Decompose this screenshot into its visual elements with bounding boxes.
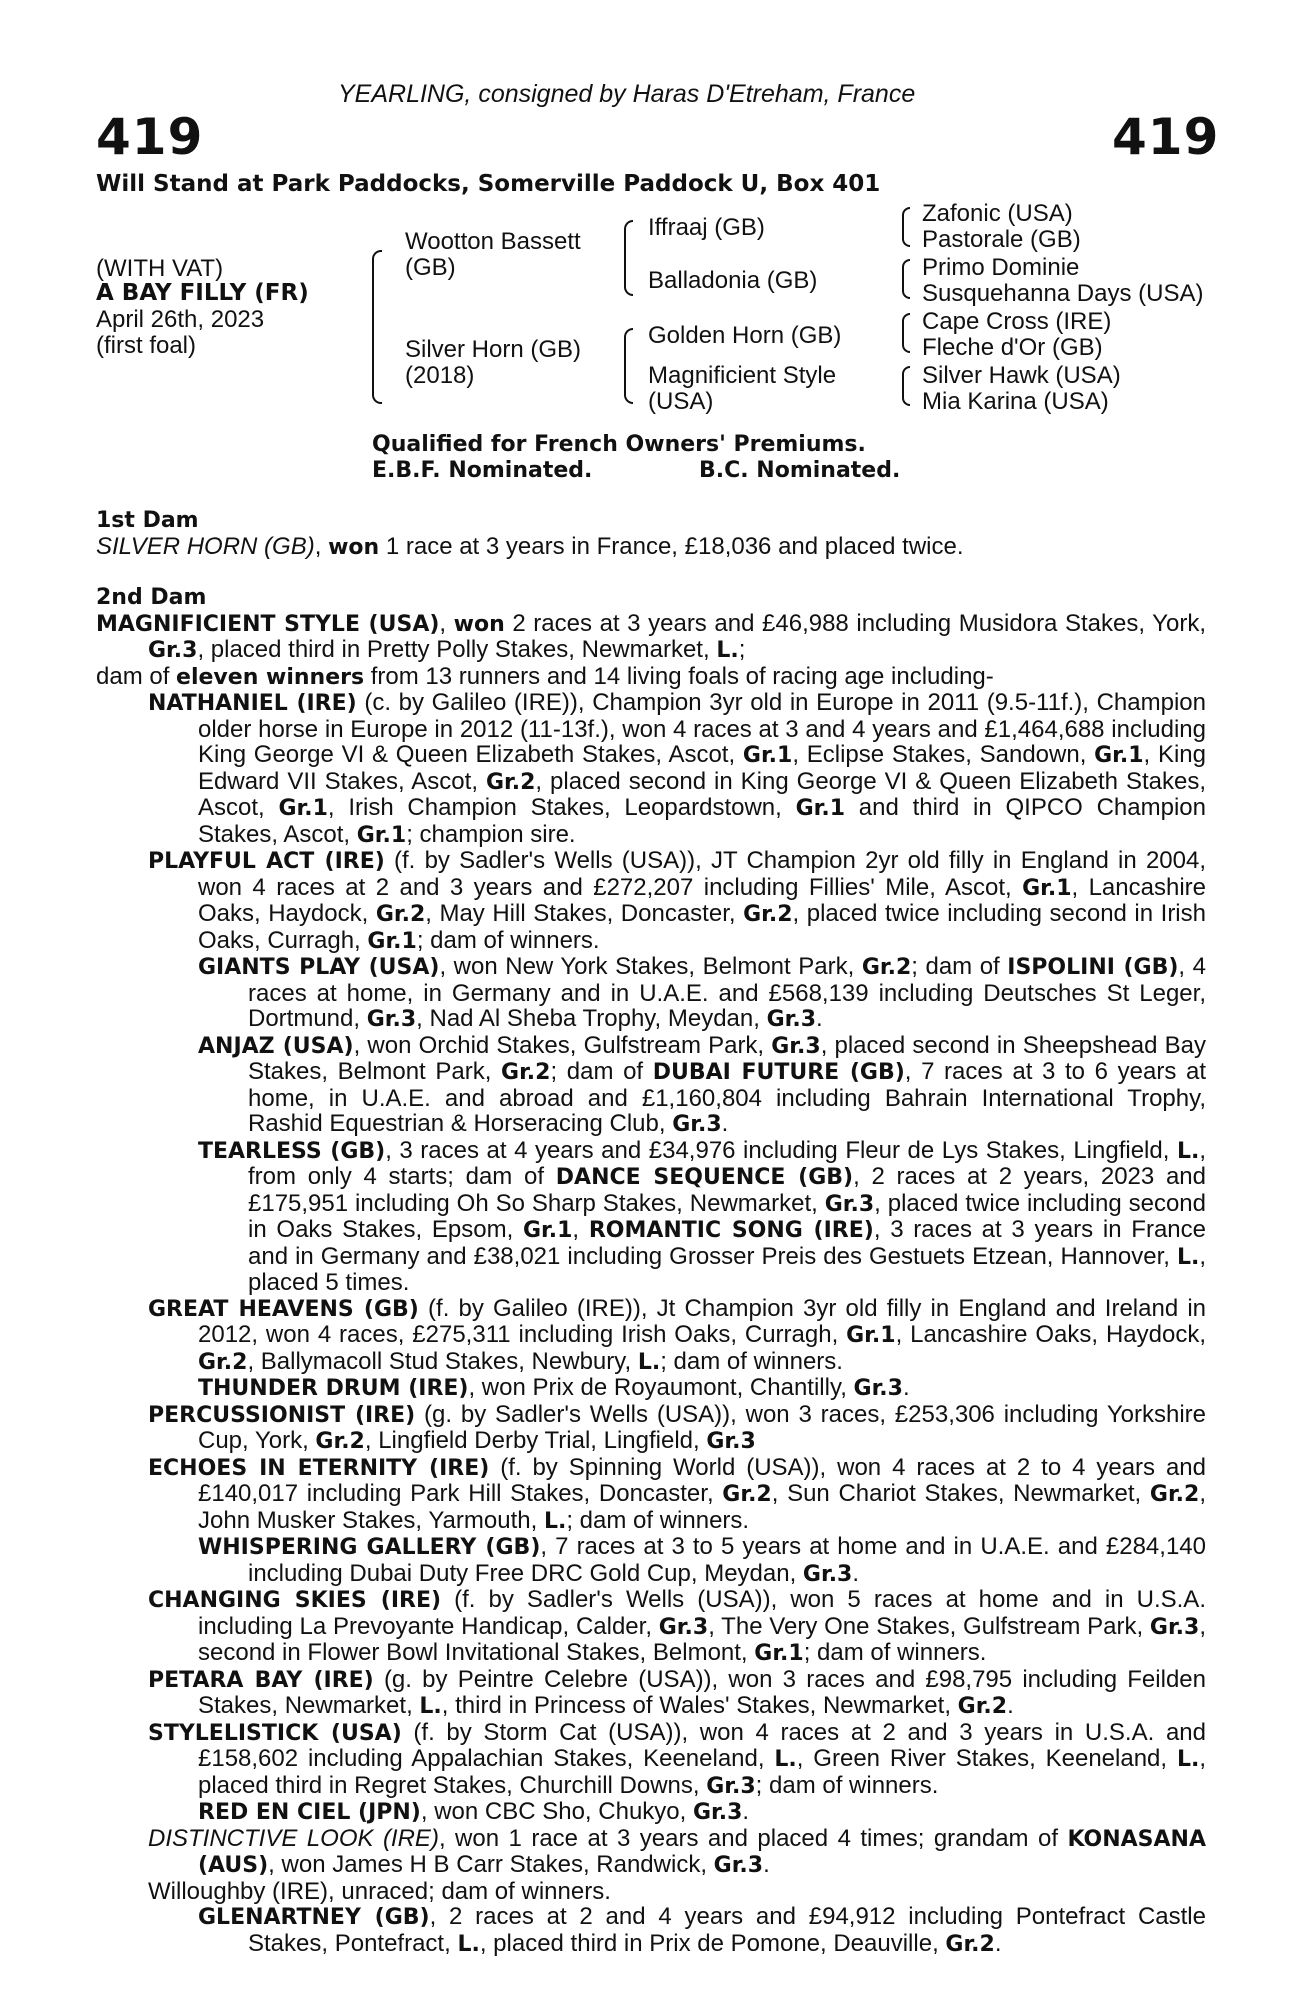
giants-play-grade-3: Gr.3 xyxy=(766,1007,817,1032)
pedigree-brace-dd xyxy=(902,366,910,406)
playful-act-grade-1: Gr.1 xyxy=(1022,875,1072,901)
entry-playful-act xyxy=(148,848,1206,954)
stylelistick-text-4: ; dam of winners. xyxy=(755,1771,939,1799)
glenartney-text-1: , 2 races at 2 and 4 years and £94,912 including Pontefract Castle Stakes, Pontefract, xyxy=(248,1903,1206,1957)
entry-changing-skies xyxy=(148,1587,1206,1667)
anjaz-text-4: , 7 races at 3 to 6 years at home, in U.A.E. and abroad and £1,160,804 including Bahrain International Trophy, Rashid Equestrian & Horseracing Club, xyxy=(248,1058,1206,1137)
echoes-text-1: (f. by Spinning World (USA)), won 4 races at 2 to 4 years and £140,017 including Park Hill Stakes, Doncaster, xyxy=(198,1453,1206,1507)
horse-dubai-future: DUBAI FUTURE (GB) xyxy=(652,1060,905,1085)
petara-listed-1: L. xyxy=(419,1694,442,1719)
pedigree-ssd: Pastorale (GB) xyxy=(922,226,1081,253)
nathaniel-grade-2: Gr.1 xyxy=(1094,743,1144,768)
horse-thunder-drum: THUNDER DRUM (IRE) xyxy=(198,1376,469,1401)
percussionist-grade-1: Gr.2 xyxy=(315,1429,365,1454)
distinctive-text-2: , won James H B Carr Stakes, Randwick, xyxy=(268,1851,714,1878)
petara-grade-1: Gr.2 xyxy=(957,1694,1008,1719)
pedigree-dam-year: (2018) xyxy=(405,362,475,389)
second-dam-listed-1: L. xyxy=(716,638,739,663)
summary-text-b: from 13 runners and 14 living foals of racing age including- xyxy=(364,662,994,690)
glenartney-text-3: . xyxy=(994,1929,1002,1957)
changing-text-2: , The Very One Stakes, Gulfstream Park, xyxy=(708,1612,1150,1640)
anjaz-grade-2: Gr.2 xyxy=(501,1060,551,1085)
second-dam-name: MAGNIFICIENT STYLE (USA) xyxy=(96,611,440,637)
whispering-grade-1: Gr.3 xyxy=(802,1561,853,1587)
entry-glenartney xyxy=(198,1904,1206,1957)
horse-dob: April 26th, 2023 xyxy=(96,306,265,333)
entry-red-en-ciel xyxy=(198,1799,1206,1826)
pedigree-brace-ds xyxy=(902,313,910,353)
anjaz-text-3: ; dam of xyxy=(550,1058,653,1085)
changing-grade-1: Gr.3 xyxy=(658,1614,709,1640)
nathaniel-text-2: , Eclipse Stakes, Sandown, xyxy=(792,741,1095,768)
nathaniel-grade-5: Gr.1 xyxy=(795,796,846,821)
summary-winners: eleven winners xyxy=(176,664,365,690)
changing-grade-2: Gr.3 xyxy=(1149,1614,1200,1640)
pedigree-dsd: Fleche d'Or (GB) xyxy=(922,334,1103,361)
tearless-text-7: , placed 5 times. xyxy=(248,1242,1206,1296)
first-dam-entry: SILVER HORN (GB), won 1 race at 3 years in France, £18,036 and placed twice. xyxy=(96,532,964,560)
stylelistick-listed-2: L. xyxy=(1176,1747,1200,1772)
giants-play-text-5: . xyxy=(816,1005,823,1032)
petara-text-3: . xyxy=(1007,1692,1014,1719)
nathaniel-grade-4: Gr.1 xyxy=(278,796,328,821)
lot-number-right: 419 xyxy=(1112,108,1220,166)
pedigree-sds: Primo Dominie xyxy=(922,254,1080,281)
second-dam-produce-summary xyxy=(96,664,1206,691)
red-en-ciel-text-1: , won CBC Sho, Chukyo, xyxy=(420,1798,693,1825)
entry-thunder-drum xyxy=(198,1375,1206,1402)
entry-percussionist xyxy=(148,1402,1206,1455)
pedigree-ddd: Mia Karina (USA) xyxy=(922,388,1109,415)
playful-act-grade-4: Gr.1 xyxy=(367,928,417,954)
horse-giants-play: GIANTS PLAY (USA) xyxy=(198,955,440,980)
anjaz-text-1: , won Orchid Stakes, Gulfstream Park, xyxy=(353,1031,772,1059)
entry-great-heavens xyxy=(148,1296,1206,1376)
playful-act-text-4: , placed twice including second in Irish Oaks, Curragh, xyxy=(198,900,1206,954)
echoes-text-4: ; dam of winners. xyxy=(566,1506,750,1534)
horse-echoes-in-eternity: ECHOES IN ETERNITY (IRE) xyxy=(148,1455,490,1481)
thunder-drum-text-1: , won Prix de Royaumont, Chantilly, xyxy=(468,1374,854,1401)
echoes-listed-1: L. xyxy=(543,1508,567,1534)
entry-anjaz xyxy=(198,1033,1206,1138)
pedigree-sire-dam: Balladonia (GB) xyxy=(648,267,818,294)
percussionist-text-1: (g. by Sadler's Wells (USA)), won 3 races, £253,306 including Yorkshire Cup, York, xyxy=(198,1400,1206,1454)
tearless-text-1: , 3 races at 4 years and £34,976 including Fleur de Lys Stakes, Lingfield, xyxy=(385,1136,1177,1164)
pedigree-dds: Silver Hawk (USA) xyxy=(922,362,1121,389)
giants-play-text-2: ; dam of xyxy=(911,953,1008,980)
horse-tearless: TEARLESS (GB) xyxy=(198,1138,386,1164)
tearless-listed-2: L. xyxy=(1176,1244,1200,1270)
giants-play-grade-1: Gr.2 xyxy=(861,955,912,980)
giants-play-text-3: , 4 races at home, in Germany and in U.A.E. and £568,139 including Deutsches St Leger, Dortmund, xyxy=(248,953,1206,1032)
pedigree-dam: Silver Horn (GB) xyxy=(405,336,582,363)
tearless-text-4: , placed twice including second in Oaks Stakes, Epsom, xyxy=(248,1189,1206,1243)
great-heavens-text-1: (f. by Galileo (IRE)), Jt Champion 3yr old filly in England and Ireland in 2012, won 4 races, £275,311 including Irish Oaks, Curragh, xyxy=(198,1294,1207,1348)
vat-note: (WITH VAT) xyxy=(96,255,224,282)
horse-romantic-song: ROMANTIC SONG (IRE) xyxy=(588,1218,874,1243)
tearless-text-3: , 2 races at 2 years, 2023 and £175,951 including Oh So Sharp Stakes, Newmarket, xyxy=(248,1163,1207,1217)
horse-distinctive-look: DISTINCTIVE LOOK (IRE) xyxy=(148,1824,439,1852)
horse-nathaniel: NATHANIEL (IRE) xyxy=(148,691,357,716)
entry-petara-bay xyxy=(148,1667,1206,1720)
anjaz-text-2: , placed second in Sheepshead Bay Stakes, Belmont Park, xyxy=(248,1031,1207,1085)
horse-name: A BAY FILLY (FR) xyxy=(96,280,309,306)
pedigree-brace-sire xyxy=(624,220,633,296)
changing-text-4: ; dam of winners. xyxy=(803,1639,987,1666)
whispering-text-2: . xyxy=(852,1559,860,1587)
nathaniel-text-7: ; champion sire. xyxy=(406,820,576,848)
stylelistick-grade-1: Gr.3 xyxy=(706,1773,756,1799)
nathaniel-text-1: (c. by Galileo (IRE)), Champion 3yr old in Europe in 2011 (9.5-11f.), Champion older horse in Europe in 2012 (11-13f.), won 4 races at 3 and 4 years and £1,464,688 including King George VI & Queen Elizabeth Stakes, Ascot, xyxy=(198,689,1206,768)
giants-play-text-4: , Nad Al Sheba Trophy, Meydan, xyxy=(416,1005,767,1032)
tearless-grade-2: Gr.1 xyxy=(522,1218,573,1243)
echoes-grade-2: Gr.2 xyxy=(1149,1482,1200,1507)
changing-text-3: , second in Flower Bowl Invitational Stakes, Belmont, xyxy=(198,1612,1206,1666)
great-heavens-grade-1: Gr.1 xyxy=(846,1323,896,1348)
petara-text-2: , third in Princess of Wales' Stakes, Newmarket, xyxy=(441,1692,958,1719)
nathaniel-grade-3: Gr.2 xyxy=(485,769,536,795)
nathaniel-text-6: and third in QIPCO Champion Stakes, Ascot, xyxy=(198,794,1206,848)
whispering-text-1: , 7 races at 3 to 5 years at home and in U.A.E. and £284,140 including Dubai Duty Free DRC Gold Cup, Meydan, xyxy=(248,1533,1206,1587)
stylelistick-text-3: , placed third in Regret Stakes, Churchill Downs, xyxy=(198,1745,1206,1799)
stylelistick-text-2: , Green River Stakes, Keeneland, xyxy=(796,1745,1177,1772)
horse-red-en-ciel: RED EN CIEL (JPN) xyxy=(198,1800,421,1825)
tearless-grade-1: Gr.3 xyxy=(824,1191,875,1217)
second-dam-text-2: , placed third in Pretty Polly Stakes, Newmarket, xyxy=(197,636,717,663)
great-heavens-text-3: , Ballymacoll Stud Stakes, Newbury, xyxy=(247,1347,638,1375)
second-dam-text-3: ; xyxy=(738,636,746,663)
pedigree-sss: Zafonic (USA) xyxy=(922,200,1073,227)
horse-changing-skies: CHANGING SKIES (IRE) xyxy=(148,1588,442,1613)
pedigree-dam-dam-country: (USA) xyxy=(648,388,714,415)
second-dam-grade-1: Gr.3 xyxy=(148,638,198,663)
first-dam-won: won xyxy=(328,534,380,560)
great-heavens-text-4: ; dam of winners. xyxy=(660,1347,843,1375)
glenartney-text-2: , placed third in Prix de Pomone, Deauville, xyxy=(479,1929,946,1957)
horse-glenartney: GLENARTNEY (GB) xyxy=(198,1905,430,1930)
playful-act-text-3: , May Hill Stakes, Doncaster, xyxy=(425,900,744,927)
petara-text-1: (g. by Peintre Celebre (USA)), won 3 races and £98,795 including Feilden Stakes, Newmarket, xyxy=(198,1665,1206,1719)
tearless-listed-1: L. xyxy=(1176,1138,1200,1164)
pedigree-brace-main xyxy=(372,250,382,404)
pedigree-brace-ss xyxy=(902,207,910,247)
first-dam-text: 1 race at 3 years in France, £18,036 and placed twice. xyxy=(379,532,964,560)
horse-petara-bay: PETARA BAY (IRE) xyxy=(148,1667,374,1693)
stylelistick-text-1: (f. by Storm Cat (USA)), won 4 races at 2 and 3 years in U.S.A. and £158,602 including Appalachian Stakes, Keeneland, xyxy=(198,1718,1206,1772)
stylelistick-listed-1: L. xyxy=(774,1747,797,1772)
anjaz-text-5: . xyxy=(721,1110,729,1137)
entry-distinctive-look xyxy=(148,1826,1206,1879)
second-dam-won: won xyxy=(453,611,505,637)
nathaniel-grade-6: Gr.1 xyxy=(356,822,407,848)
giants-play-grade-2: Gr.3 xyxy=(366,1007,417,1032)
playful-act-text-1: (f. by Sadler's Wells (USA)), JT Champion 2yr old filly in England in 2004, won 4 races at 2 and 3 years and £272,207 including Fillies' Mile, Ascot, xyxy=(198,847,1206,901)
glenartney-listed-1: L. xyxy=(457,1931,480,1957)
qualification-bc: B.C. Nominated. xyxy=(699,458,901,483)
horse-great-heavens: GREAT HEAVENS (GB) xyxy=(148,1296,419,1322)
pedigree-dam-dam: Magnificient Style xyxy=(648,362,837,389)
thunder-drum-grade-1: Gr.3 xyxy=(853,1376,903,1401)
horse-stylelistick: STYLELISTICK (USA) xyxy=(148,1720,402,1746)
horse-percussionist: PERCUSSIONIST (IRE) xyxy=(148,1402,416,1428)
horse-konasana: KONASANA (AUS) xyxy=(198,1826,1206,1878)
tearless-text-5: , xyxy=(572,1216,589,1243)
great-heavens-text-2: , Lancashire Oaks, Haydock, xyxy=(895,1321,1206,1348)
entry-whispering-gallery xyxy=(198,1534,1206,1587)
lot-subtitle: YEARLING, consigned by Haras D'Etreham, France xyxy=(338,80,916,108)
horse-anjaz: ANJAZ (USA) xyxy=(198,1033,354,1059)
second-dam-title: 2nd Dam xyxy=(96,585,207,610)
changing-grade-3: Gr.1 xyxy=(754,1641,804,1666)
pedigree-dss: Cape Cross (IRE) xyxy=(922,308,1112,335)
entry-stylelistick xyxy=(148,1720,1206,1800)
distinctive-text-1: , won 1 race at 3 years and placed 4 times; grandam of xyxy=(438,1824,1068,1852)
willoughby-text: Willoughby (IRE), unraced; dam of winners. xyxy=(148,1877,611,1905)
thunder-drum-text-2: . xyxy=(902,1374,910,1401)
horse-playful-act: PLAYFUL ACT (IRE) xyxy=(148,849,385,874)
pedigree-brace-dam xyxy=(624,328,633,404)
pedigree-sire-sire: Iffraaj (GB) xyxy=(648,214,765,241)
great-heavens-listed-1: L. xyxy=(637,1349,661,1375)
great-heavens-grade-2: Gr.2 xyxy=(198,1349,248,1375)
pedigree-sdd: Susquehanna Days (USA) xyxy=(922,280,1204,307)
horse-dance-sequence: DANCE SEQUENCE (GB) xyxy=(555,1165,854,1190)
first-dam-name: SILVER HORN (GB) xyxy=(96,532,315,560)
percussionist-grade-2: Gr.3 xyxy=(706,1429,756,1454)
changing-text-1: (f. by Sadler's Wells (USA)), won 5 races at home and in U.S.A. including La Prevoyante Handicap, Calder, xyxy=(198,1586,1206,1640)
qualification-premiums: Qualified for French Owners' Premiums. xyxy=(372,432,866,457)
second-dam-entry: MAGNIFICIENT STYLE (USA), won 2 races at 3 years and £46,988 including Musidora Stakes, York, Gr.3, placed third in Pretty Polly Stakes, Newmarket, L.; xyxy=(96,609,1206,663)
summary-text-a: dam of xyxy=(96,662,177,690)
pedigree-sire: Wootton Bassett xyxy=(405,228,581,255)
giants-play-text-1: , won New York Stakes, Belmont Park, xyxy=(439,953,862,980)
tearless-text-2: , from only 4 starts; dam of xyxy=(248,1136,1206,1190)
entry-tearless xyxy=(198,1138,1206,1296)
nathaniel-text-3: , King Edward VII Stakes, Ascot, xyxy=(198,741,1206,795)
playful-act-text-2: , Lancashire Oaks, Haydock, xyxy=(198,873,1206,927)
tearless-text-6: , 3 races at 3 years in France and in Germany and £38,021 including Grosser Preis des Gestuets Etzean, Hannover, xyxy=(248,1216,1206,1270)
pedigree-notes xyxy=(96,508,1206,1957)
qualification-ebf: E.B.F. Nominated. xyxy=(372,458,593,483)
horse-whispering-gallery: WHISPERING GALLERY (GB) xyxy=(198,1535,541,1560)
pedigree-dam-sire: Golden Horn (GB) xyxy=(648,322,842,349)
entry-willoughby xyxy=(148,1879,1206,1905)
playful-act-text-5: ; dam of winners. xyxy=(416,926,600,954)
lot-number-left: 419 xyxy=(96,108,204,166)
second-dam-text-1: 2 races at 3 years and £46,988 including Musidora Stakes, York, xyxy=(504,609,1206,637)
stand-location: Will Stand at Park Paddocks, Somerville Paddock U, Box 401 xyxy=(96,171,881,197)
entry-nathaniel xyxy=(148,690,1206,848)
red-en-ciel-text-2: . xyxy=(742,1798,750,1825)
entry-giants-play xyxy=(198,954,1206,1033)
anjaz-grade-1: Gr.3 xyxy=(771,1033,821,1059)
glenartney-grade-1: Gr.2 xyxy=(945,1931,995,1957)
nathaniel-text-5: , Irish Champion Stakes, Leopardstown, xyxy=(327,794,796,821)
echoes-text-3: , John Musker Stakes, Yarmouth, xyxy=(198,1480,1206,1534)
red-en-ciel-grade-1: Gr.3 xyxy=(692,1800,743,1825)
distinctive-grade-1: Gr.3 xyxy=(713,1853,764,1878)
horse-ispolini: ISPOLINI (GB) xyxy=(1007,955,1179,980)
nathaniel-grade-1: Gr.1 xyxy=(742,743,793,768)
distinctive-text-3: . xyxy=(763,1851,770,1878)
anjaz-grade-3: Gr.3 xyxy=(672,1112,722,1137)
playful-act-grade-2: Gr.2 xyxy=(375,902,426,927)
horse-foal-note: (first foal) xyxy=(96,332,197,359)
percussionist-text-2: , Lingfield Derby Trial, Lingfield, xyxy=(364,1427,707,1454)
echoes-grade-1: Gr.2 xyxy=(722,1482,772,1507)
echoes-text-2: , Sun Chariot Stakes, Newmarket, xyxy=(771,1480,1150,1507)
playful-act-grade-3: Gr.2 xyxy=(743,902,793,927)
pedigree-brace-sd xyxy=(902,259,910,299)
first-dam-title: 1st Dam xyxy=(96,508,199,533)
entry-echoes-in-eternity xyxy=(148,1455,1206,1535)
pedigree-sire-country: (GB) xyxy=(405,254,456,281)
nathaniel-text-4: , placed second in King George VI & Queen Elizabeth Stakes, Ascot, xyxy=(198,767,1206,821)
